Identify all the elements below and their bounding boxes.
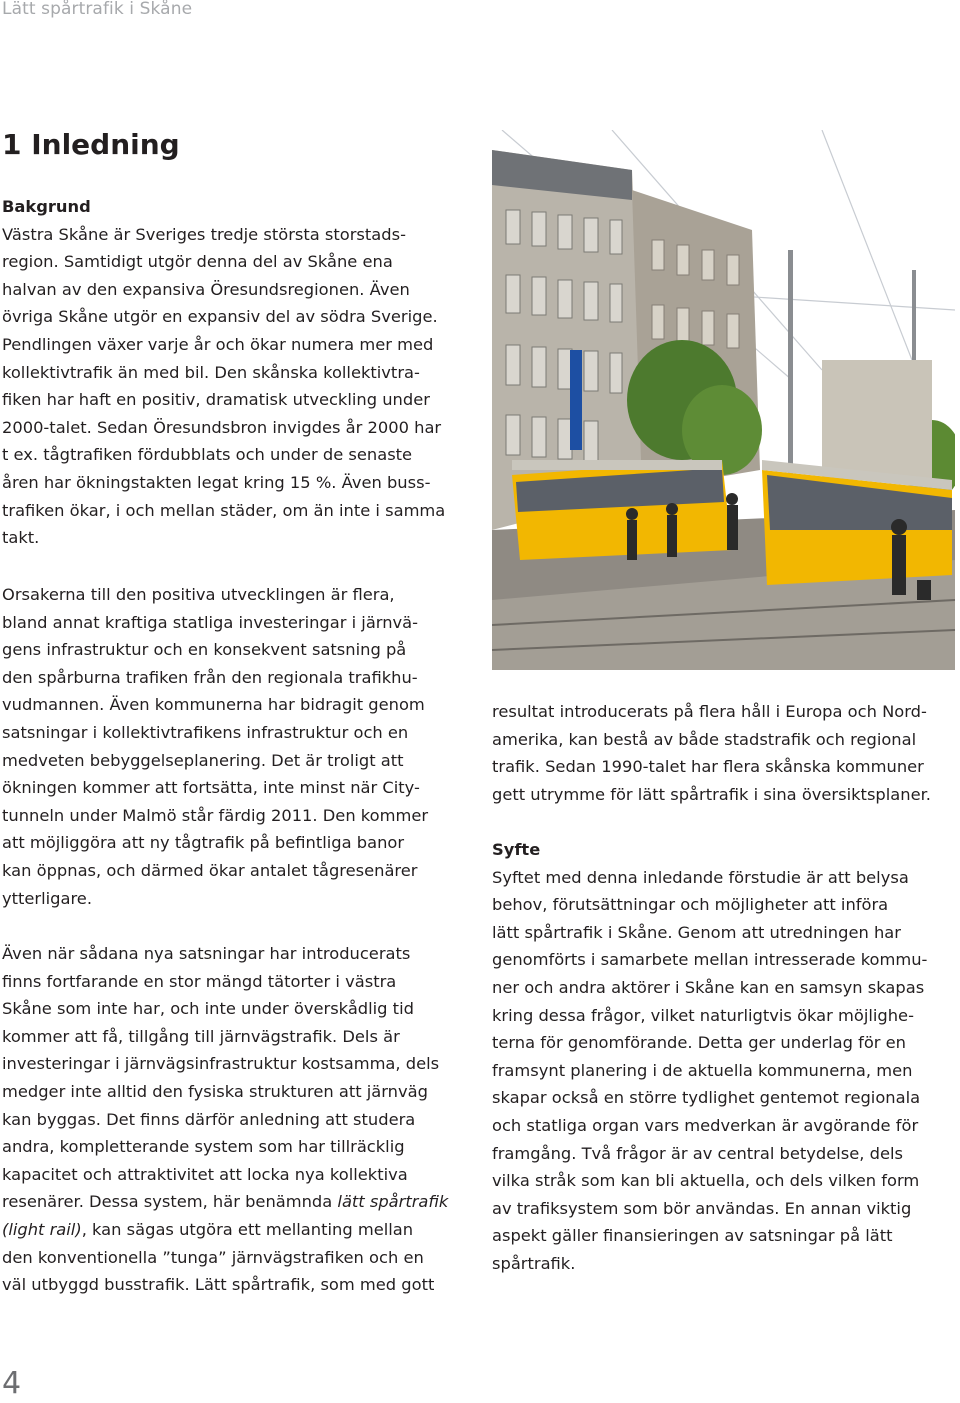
paragraph-line: andra, kompletterande system som har tillräcklig — [2, 1137, 405, 1157]
bakgrund-line: övriga Skåne utgör en expansiv del av södra Sverige. — [2, 307, 438, 327]
paragraph-line: väl utbyggd busstrafik. Lätt spårtrafik, som med gott — [2, 1275, 435, 1295]
syfte-line: genomförts i samarbete mellan intresserade kommu- — [492, 950, 928, 970]
paragraph-line: finns fortfarande en stor mängd tätorter i västra — [2, 971, 397, 991]
syfte-line: vilka stråk som kan bli aktuella, och dels vilken form — [492, 1171, 920, 1191]
bakgrund-section — [2, 193, 467, 552]
bakgrund-line: 2000-talet. Sedan Öresundsbron invigdes år 2000 har — [2, 417, 442, 437]
bakgrund-heading: Bakgrund — [2, 197, 91, 216]
syfte-line: behov, förutsättningar och möjligheter att införa — [492, 895, 889, 915]
paragraph-line: investeringar i järnvägsinfrastruktur kostsamma, dels — [2, 1054, 440, 1074]
syfte-line: av trafiksystem som bör användas. En annan viktig — [492, 1198, 912, 1218]
paragraph-line: tunneln under Malmö står färdig 2011. Den kommer — [2, 805, 429, 825]
bakgrund-line: åren har ökningstakten legat kring 15 %. Även buss- — [2, 472, 431, 492]
paragraph-line: ytterligare. — [2, 888, 92, 908]
paragraph-line: Orsakerna till den positiva utvecklingen är flera, — [2, 585, 395, 604]
orsakerna-paragraph — [2, 581, 467, 912]
tram-right — [762, 460, 952, 585]
syfte-line: framsynt planering i de aktuella kommunerna, men — [492, 1060, 913, 1080]
page-number: 4 — [2, 1366, 22, 1401]
paragraph-line: trafik. Sedan 1990-talet har flera skånska kommuner — [492, 757, 924, 777]
aven-paragraph — [2, 940, 467, 1299]
chapter-title: 1 Inledning — [2, 128, 180, 161]
bakgrund-line: Västra Skåne är Sveriges tredje största storstads- — [2, 224, 406, 244]
paragraph-line: amerika, kan bestå av både stadstrafik och regional — [492, 729, 917, 749]
paragraph-line: kan öppnas, och därmed ökar antalet tågresenärer — [2, 860, 418, 880]
syfte-heading: Syfte — [492, 840, 541, 859]
paragraph-line: medger inte alltid den fysiska strukturen att järnväg — [2, 1081, 428, 1101]
paragraph-line: vudmannen. Även kommunerna har bidragit genom — [2, 695, 425, 715]
paragraph-line: bland annat kraftiga statliga investeringar i järnvä- — [2, 612, 419, 632]
syfte-line: lätt spårtrafik i Skåne. Genom att utredningen har — [492, 922, 901, 942]
paragraph-line: gens infrastruktur och en konsekvent satsning på — [2, 640, 407, 660]
paragraph-line: Skåne som inte har, och inte under överskådlig tid — [2, 999, 414, 1019]
syfte-line: ner och andra aktörer i Skåne kan en samsyn skapas — [492, 977, 925, 997]
paragraph-line: kan byggas. Det finns därför anledning att studera — [2, 1109, 416, 1129]
paragraph-line: gett utrymme för lätt spårtrafik i sina översiktsplaner. — [492, 784, 931, 804]
paragraph-line: ökningen kommer att fortsätta, inte minst när City- — [2, 778, 420, 798]
running-head: Lätt spårtrafik i Skåne — [2, 0, 193, 19]
syfte-line: kring dessa frågor, vilket naturligtvis ökar möjlighe- — [492, 1005, 914, 1025]
bakgrund-line: t ex. tågtrafiken fördubblats och under de senaste — [2, 445, 413, 465]
paragraph-line: resultat introducerats på flera håll i Europa och Nord- — [492, 702, 927, 721]
tram-photo — [492, 130, 955, 670]
syfte-line: och statliga organ vars medverkan är avgörande för — [492, 1115, 919, 1135]
bakgrund-line: Pendlingen växer varje år och ökar numera mer med — [2, 334, 434, 354]
bakgrund-line: halvan av den expansiva Öresundsregionen. Även — [2, 279, 410, 299]
paragraph-line: den spårburna trafiken från den regionala trafikhu- — [2, 667, 418, 687]
resultat-paragraph — [492, 698, 957, 808]
bakgrund-line: kollektivtrafik än med bil. Den skånska kollektivtra- — [2, 362, 420, 382]
syfte-line: skapar också en större tydlighet gentemot regionala — [492, 1088, 921, 1108]
bakgrund-line: region. Samtidigt utgör denna del av Skåne ena — [2, 252, 393, 272]
syfte-line: spårtrafik. — [492, 1253, 576, 1273]
tram-photo-illustration — [492, 130, 955, 670]
line-text: , kan sägas utgöra ett mellanting mellan — [81, 1219, 414, 1239]
paragraph-line: Även när sådana nya satsningar har introducerats — [2, 944, 411, 963]
emphasis-term: lätt spårtrafik — [337, 1192, 449, 1212]
line-text: resenärer. Dessa system, här benämnda — [2, 1192, 338, 1212]
paragraph-line: den konventionella ”tunga” järnvägstrafiken och en — [2, 1247, 424, 1267]
bakgrund-line: takt. — [2, 528, 40, 548]
paragraph-line: att möjliggöra att ny tågtrafik på befintliga banor — [2, 833, 405, 853]
syfte-line: framgång. Två frågor är av central betydelse, dels — [492, 1143, 904, 1163]
syfte-section — [492, 836, 957, 1278]
paragraph-line: kommer att få, tillgång till järnvägstrafik. Dels är — [2, 1026, 400, 1046]
tram-left — [512, 460, 732, 560]
paragraph-line: medveten bebyggelseplanering. Det är troligt att — [2, 750, 404, 770]
paragraph-line: kapacitet och attraktivitet att locka nya kollektiva — [2, 1164, 408, 1184]
paragraph-line — [2, 1188, 467, 1216]
syfte-line: terna för genomförande. Detta ger underlag för en — [492, 1033, 907, 1053]
paragraph-line: satsningar i kollektivtrafikens infrastruktur och en — [2, 722, 409, 742]
syfte-line: Syftet med denna inledande förstudie är att belysa — [492, 867, 909, 887]
paragraph-line — [2, 1216, 467, 1244]
bakgrund-line: trafiken ökar, i och mellan städer, om än inte i samma — [2, 500, 446, 520]
bakgrund-line: fiken har haft en positiv, dramatisk utveckling under — [2, 390, 430, 410]
emphasis-term: (light rail) — [2, 1219, 82, 1239]
syfte-line: aspekt gäller finansieringen av satsningar på lätt — [492, 1226, 893, 1246]
